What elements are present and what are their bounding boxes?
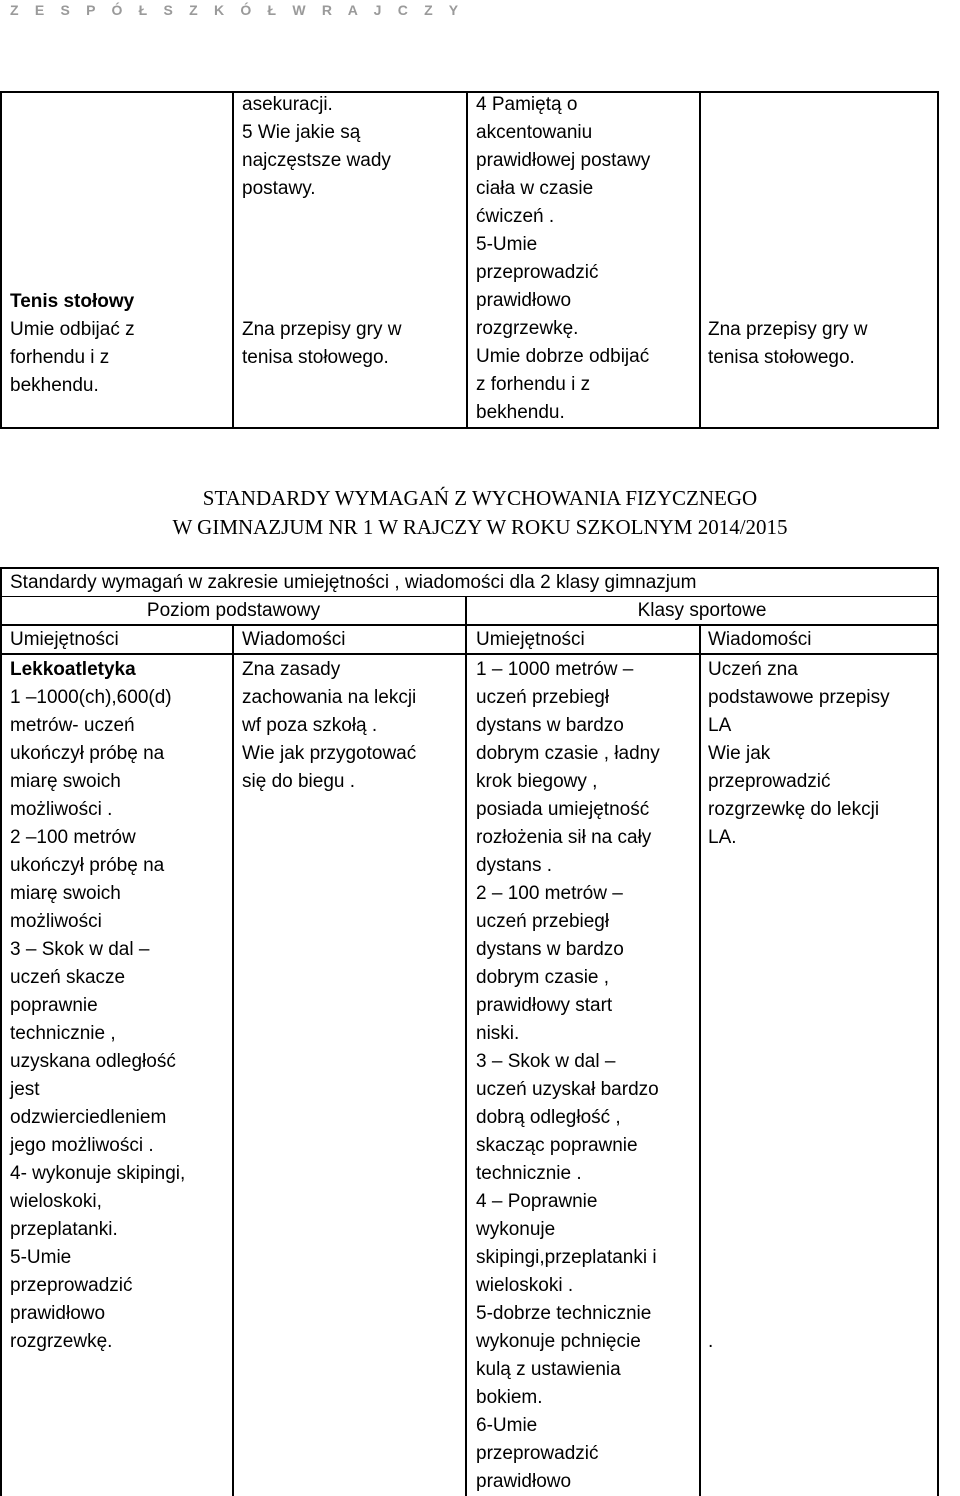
- athletics-basic-skills: 1 –1000(ch),600(d) metrów- uczeń ukończył próbę na miarę swoich możliwości . 2 –100 metrów ukończył próbę na miarę swoich możliwości 3 – Skok w dal – uczeń skacze poprawnie technicznie , uzyskana odległość jest odzwierciedleniem jego możliwości . 4- wykonuje skipingi, wieloskoki, przeplatanki. 5-Umie przeprowadzić prawidłowo rozgrzewkę.: [10, 687, 186, 1352]
- table1-divider-3: [699, 91, 701, 429]
- tennis-knowledge-top: asekuracji. 5 Wie jakie są najczęstsze wady postawy.: [242, 94, 391, 199]
- athletics-sport-knowledge-dot: .: [708, 1331, 714, 1352]
- table2-header-row: Standardy wymagań w zakresie umiejętności , wiadomości dla 2 klasy gimnazjum: [10, 572, 697, 593]
- col-header-skills-basic: Umiejętności: [10, 629, 119, 650]
- athletics-basic-knowledge: Zna zasady zachowania na lekcji wf poza szkołą . Wie jak przygotować się do biegu .: [242, 659, 417, 792]
- standards-title-line2: W GIMNAZJUM NR 1 W RAJCZY W ROKU SZKOLNYM 2014/2015: [172, 515, 788, 539]
- table1-right-border: [937, 91, 939, 429]
- table2-divider-mid: [465, 596, 467, 1496]
- table1-left-border: [0, 91, 2, 429]
- tennis-title: Tenis stołowy: [10, 291, 135, 312]
- col-header-knowledge-basic: Wiadomości: [242, 629, 346, 650]
- col-header-skills-sport: Umiejętności: [476, 629, 585, 650]
- tennis-skill-text: Umie odbijać z forhendu i z bekhendu.: [10, 319, 135, 396]
- table2-left-border: [0, 567, 2, 1496]
- standards-title-line1: STANDARDY WYMAGAŃ Z WYCHOWANIA FIZYCZNEGO: [202, 486, 758, 510]
- table1-bottom-border: [0, 427, 939, 429]
- level-basic-header: Poziom podstawowy: [146, 600, 321, 621]
- level-sport-header: Klasy sportowe: [637, 600, 767, 621]
- table1-divider-1: [232, 91, 234, 429]
- tennis-sport-knowledge: Zna przepisy gry w tenisa stołowego.: [708, 319, 868, 368]
- tennis-knowledge-rules: Zna przepisy gry w tenisa stołowego.: [242, 319, 402, 368]
- athletics-sport-skills: 1 – 1000 metrów – uczeń przebiegł dystans w bardzo dobrym czasie , ładny krok biegowy , posiada umiejętność rozłożenia sił na cały dystans . 2 – 100 metrów – uczeń przebiegł dystans w bardzo dobrym czasie , prawidłowy start niski. 3 – Skok w dal – uczeń uzyskał bardzo dobrą odległość , skacząc poprawnie technicznie . 4 – Poprawnie wykonuje skipingi,przeplatanki i wieloskoki . 5-dobrze technicznie wykonuje pchnięcie kulą z ustawienia bokiem. 6-Umie przeprowadzić prawidłowo: [476, 659, 660, 1492]
- tennis-sport-skill: 4 Pamiętą o akcentowaniu prawidłowej postawy ciała w czasie ćwiczeń . 5-Umie przeprowadzić prawidłowo rozgrzewkę. Umie dobrze odbijać z forhendu i z bekhendu.: [476, 94, 651, 423]
- table2-divider-3: [699, 624, 701, 1496]
- table1-top-border: [0, 91, 939, 93]
- col-header-knowledge-sport: Wiadomości: [708, 629, 812, 650]
- table1-divider-2: [466, 91, 468, 429]
- table2-divider-1: [232, 624, 234, 1496]
- athletics-sport-knowledge: Uczeń zna podstawowe przepisy LA Wie jak przeprowadzić rozgrzewkę do lekcji LA.: [708, 659, 890, 848]
- athletics-title: Lekkoatletyka: [10, 659, 136, 680]
- table2-right-border: [937, 567, 939, 1496]
- school-header: Z E S P Ó Ł S Z K Ó Ł W R A J C Z Y: [10, 2, 465, 18]
